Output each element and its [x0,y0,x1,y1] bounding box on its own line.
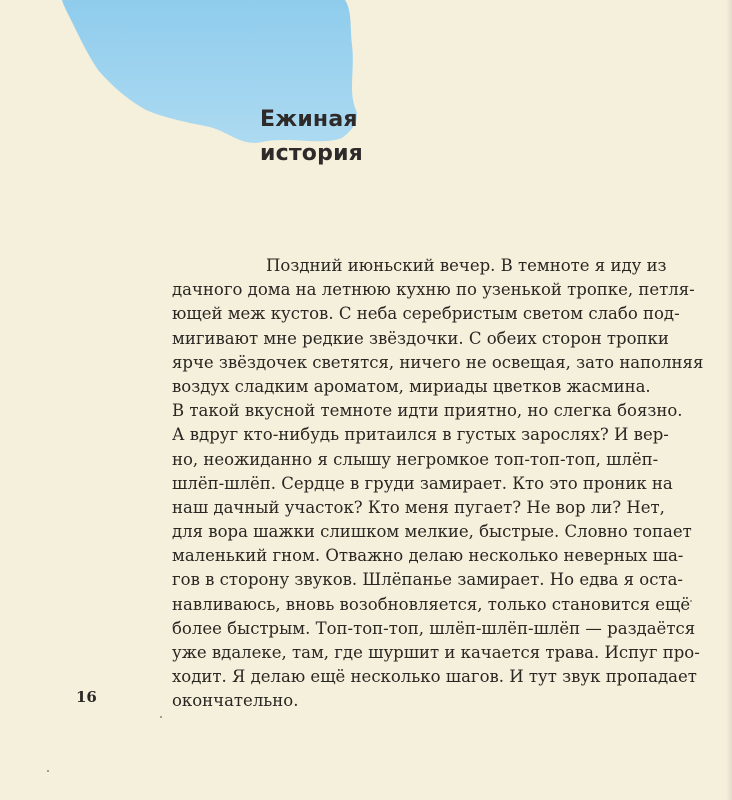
text-line: В такой вкусной темноте идти приятно, но слегка боязно. [172,401,683,421]
text-line: более быстрым. Топ-топ-топ, шлёп-шлёп-шлёп — раздаётся [172,618,696,638]
title-line-1: Ежиная [260,107,358,132]
text-line: ющей меж кустов. С неба серебристым светом слабо под- [172,304,680,324]
text-line: уже вдалеке, там, где шуршит и качается трава. Испуг про- [172,643,700,662]
text-line: А вдруг кто-нибудь притаился в густых зарослях? И вер- [172,425,669,445]
text-line: шлёп-шлёп. Сердце в груди замирает. Кто это проник на [172,473,673,493]
text-line: ходит. Я делаю ещё несколько шагов. И тут звук пропадает [172,667,697,687]
paper-speck [160,716,162,718]
text-line: окончательно. [172,691,299,711]
page-title [260,103,363,171]
text-line: но, неожиданно я слышу негромкое топ-топ-топ, шлёп- [172,449,659,469]
page-edge-shadow [726,0,732,800]
page-number: 16 [76,688,97,706]
text-line: маленький гном. Отважно делаю несколько неверных ша- [172,546,684,566]
text-line: наш дачный участок? Кто меня пугает? Не вор ли? Нет, [172,497,665,517]
text-line: навливаюсь, вновь возобновляется, только становится ещё [172,594,691,614]
story-paragraph [172,254,704,714]
text-line: гов в сторону звуков. Шлёпанье замирает. Но едва я оста- [172,570,684,590]
title-line-2: история [260,141,364,166]
text-line: ярче звёздочек светятся, ничего не освещая, зато наполняя [172,352,704,372]
paper-speck [690,600,692,602]
text-line: дачного дома на летнюю кухню по узенькой тропке, петля- [172,280,695,300]
text-line: мигивают мне редкие звёздочки. С обеих сторон тропки [172,328,669,348]
text-line: Поздний июньский вечер. В темноте я иду из [266,256,667,275]
text-line: для вора шажки слишком мелкие, быстрые. Словно топает [172,522,692,542]
paper-speck [47,770,49,772]
text-line: воздух сладким ароматом, мириады цветков жасмина. [172,376,651,396]
